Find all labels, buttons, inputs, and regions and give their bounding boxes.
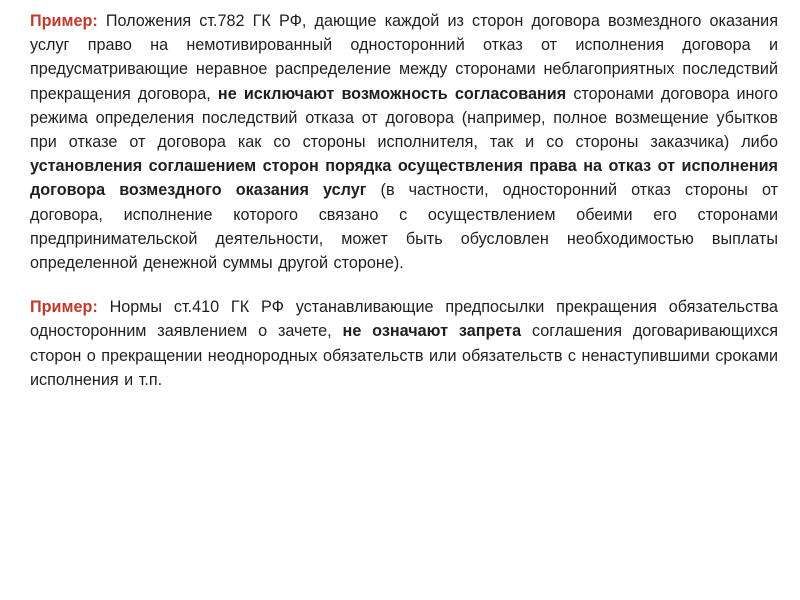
emphasis-text: не исключают возможность согласования <box>217 84 567 103</box>
example-text: Нормы ст.410 ГК РФ устанавливающие предпосылки прекращения обязательства односторонним заявлением о зачете, <box>30 298 778 341</box>
example-text: (в частности, односторонний отказ стороны от договора, исполнение которого связано с осуществлением обеими его сторонами предпринимательской деятельности, может быть обусловлен необходимостью выплаты определенной денежной суммы другой стороне). <box>30 181 779 273</box>
emphasis-text: не означают запрета <box>342 322 522 341</box>
example-paragraph-1 <box>30 9 778 275</box>
example-text: сторонами договора иного режима определения последствий отказа от договора (например, полное возмещение убытков при отказе от договора как со стороны исполнителя, так и со стороны заказчика) либо <box>30 84 778 152</box>
emphasis-text: установления соглашением сторон порядка осуществления права на отказ от исполнения договора возмездного оказания услуг <box>30 157 778 200</box>
example-label: Пример: <box>30 298 98 317</box>
example-text: соглашения договаривающихся сторон о прекращении неоднородных обязательств или обязательств с ненаступившими сроками исполнения и т.п. <box>30 322 779 389</box>
example-paragraph-2 <box>30 295 778 392</box>
example-label: Пример: <box>30 12 98 30</box>
example-text: Положения ст.782 ГК РФ, дающие каждой из сторон договора возмездного оказания услуг право на немотивированный односторонний отказ от исполнения договора и предусматривающие неравное распределение между сторонами неблагоприятных последствий прекращения договора, <box>30 12 778 103</box>
